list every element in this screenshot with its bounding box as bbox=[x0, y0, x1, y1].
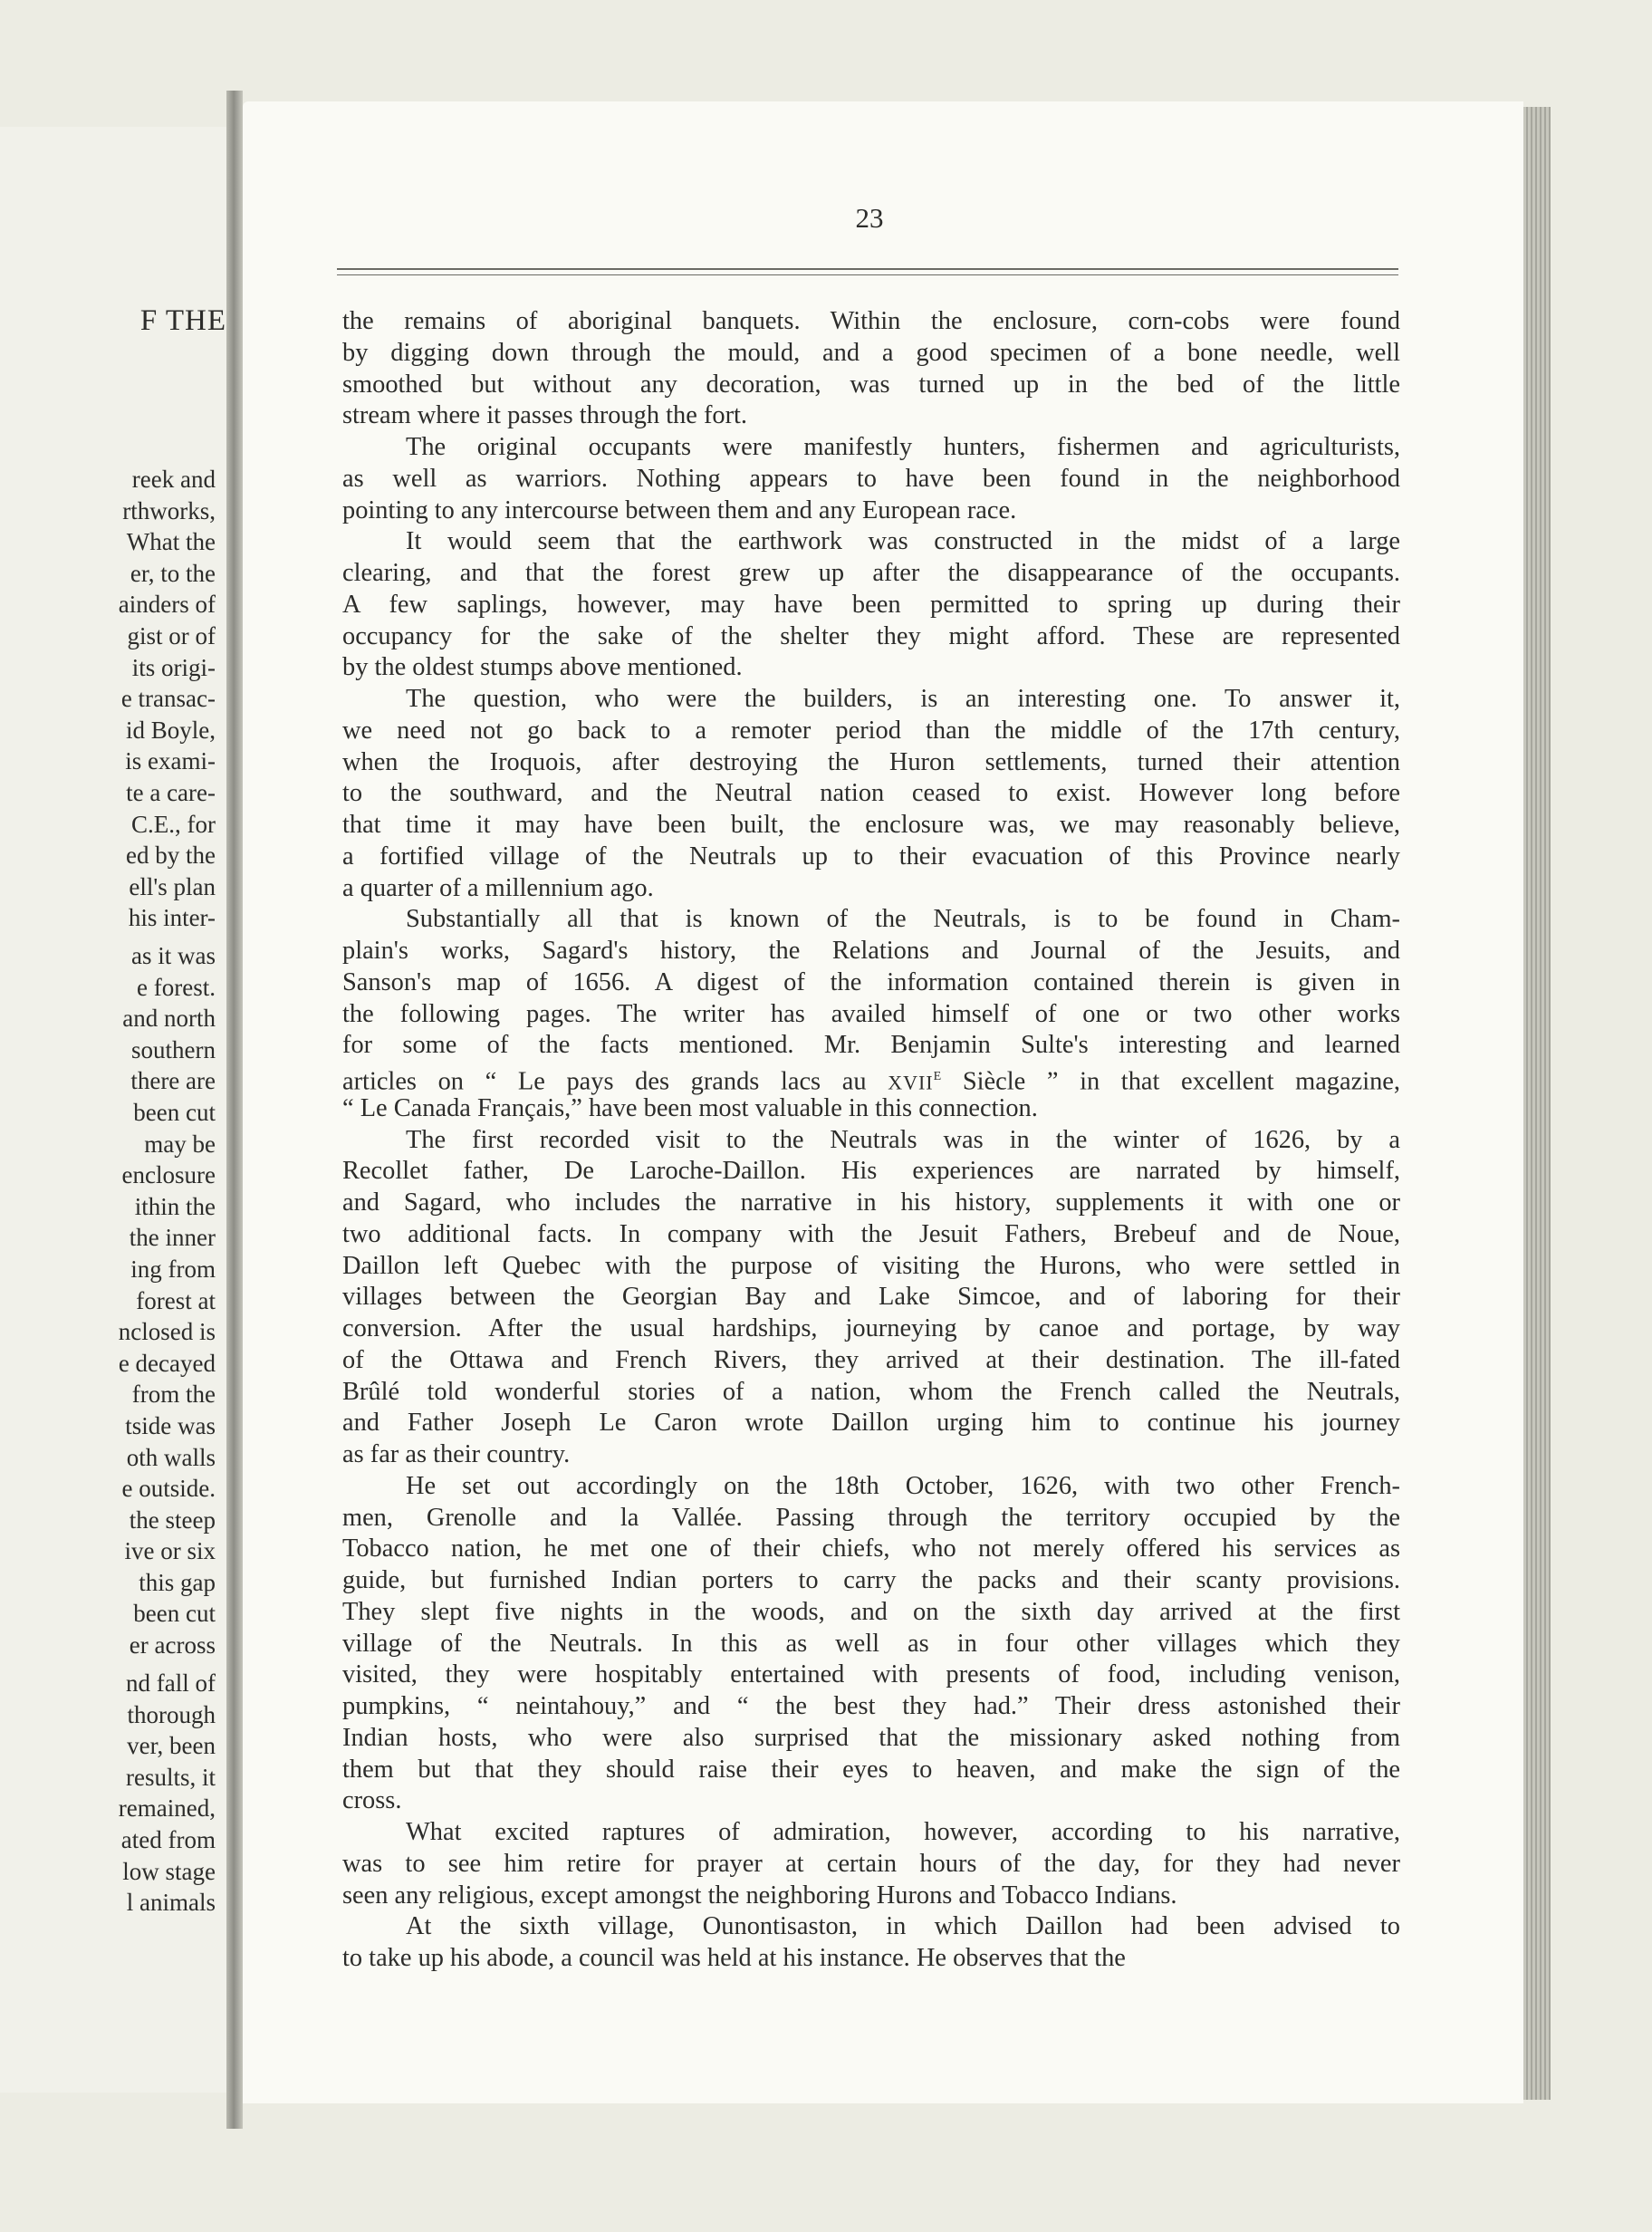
previous-page-line: his inter- bbox=[128, 904, 216, 932]
text-line: by digging down through the mould, and a good specimen of a bone needle, well bbox=[342, 338, 1400, 367]
previous-page-line: ed by the bbox=[126, 842, 216, 870]
text-line: visited, they were hospitably entertained with presents of food, including venison, bbox=[342, 1660, 1400, 1689]
previous-page-line: ing from bbox=[130, 1255, 216, 1283]
text-line: Substantially all that is known of the Neutrals, is to be found in Cham- bbox=[406, 905, 1400, 934]
text-line: Recollet father, De Laroche-Daillon. His experiences are narrated by himself, bbox=[342, 1157, 1400, 1186]
text-line: as well as warriors. Nothing appears to have been found in the neighborhood bbox=[342, 464, 1400, 493]
text-line: Tobacco nation, he met one of their chiefs, who not merely offered his services as bbox=[342, 1534, 1400, 1563]
previous-page-text-block-1 bbox=[0, 464, 216, 934]
text-line: villages between the Georgian Bay and Lake Simcoe, and of laboring for their bbox=[342, 1283, 1400, 1312]
text-line: men, Grenolle and la Vallée. Passing through the territory occupied by the bbox=[342, 1503, 1400, 1532]
paragraph bbox=[342, 526, 1400, 684]
previous-page-line: e transac- bbox=[120, 685, 216, 713]
text-line: seen any religious, except amongst the neighboring Hurons and Tobacco Indians. bbox=[342, 1881, 1177, 1910]
text-line: Sanson's map of 1656. A digest of the information contained therein is given in bbox=[342, 967, 1400, 996]
previous-page-line: ated from bbox=[120, 1825, 216, 1853]
previous-page-line: nclosed is bbox=[118, 1318, 216, 1346]
text-line: pointing to any intercourse between them and any European race. bbox=[342, 495, 1017, 524]
paragraph bbox=[342, 1125, 1400, 1471]
previous-page-line: thorough bbox=[127, 1700, 216, 1728]
text-line: for some of the facts mentioned. Mr. Benjamin Sulte's interesting and learned bbox=[342, 1031, 1400, 1060]
text-line: conversion. After the usual hardships, journeying by canoe and portage, by way bbox=[342, 1314, 1400, 1342]
previous-page-line: rthworks, bbox=[122, 496, 216, 524]
text-line: as far as their country. bbox=[342, 1440, 571, 1468]
previous-page-line: oth walls bbox=[126, 1443, 216, 1471]
text-line: Daillon left Quebec with the purpose of visiting the Hurons, who were settled in bbox=[342, 1251, 1400, 1280]
text-line: to the southward, and the Neutral nation ceased to exist. However long before bbox=[342, 779, 1400, 808]
previous-page-line: te a care- bbox=[126, 778, 216, 806]
previous-page-line: ver, been bbox=[127, 1732, 216, 1760]
text-line: “ Le Canada Français,” have been most valuable in this connection. bbox=[342, 1093, 1038, 1122]
previous-page-line: er, to the bbox=[130, 559, 216, 587]
text-line: The question, who were the builders, is an interesting one. To answer it, bbox=[406, 685, 1400, 713]
text-line: by the oldest stumps above mentioned. bbox=[342, 653, 743, 682]
previous-page-line: the steep bbox=[129, 1506, 216, 1534]
page-edges bbox=[1523, 107, 1551, 2100]
previous-page-line: is exami- bbox=[125, 747, 216, 775]
previous-page-line: this gap bbox=[139, 1568, 216, 1596]
previous-page-line: forest at bbox=[136, 1286, 216, 1314]
previous-page-line: low stage bbox=[122, 1857, 216, 1885]
text-line: What excited raptures of admiration, however, according to his narrative, bbox=[406, 1818, 1400, 1846]
previous-page-line: What the bbox=[126, 528, 216, 556]
text-line: we need not go back to a remoter period than the middle of the 17th century, bbox=[342, 716, 1400, 745]
previous-page-line: there are bbox=[130, 1067, 216, 1095]
text-line: It would seem that the earthwork was constructed in the midst of a large bbox=[406, 527, 1400, 556]
previous-page-line: er across bbox=[129, 1631, 216, 1660]
previous-page-line: southern bbox=[131, 1035, 216, 1063]
previous-page-line: been cut bbox=[133, 1098, 216, 1126]
paragraph bbox=[342, 1911, 1400, 1975]
paragraph bbox=[342, 1471, 1400, 1817]
book-gutter bbox=[226, 91, 243, 2129]
text-line: stream where it passes through the fort. bbox=[342, 401, 748, 430]
previous-page-line: e decayed bbox=[118, 1349, 216, 1377]
previous-page-text-block-2 bbox=[0, 940, 216, 1661]
text-line: smoothed but without any decoration, was turned up in the bed of the little bbox=[342, 370, 1400, 399]
text-line: village of the Neutrals. In this as well as in four other villages which they bbox=[342, 1629, 1400, 1658]
previous-page-line: id Boyle, bbox=[126, 716, 216, 744]
previous-page-line: ive or six bbox=[124, 1537, 216, 1565]
previous-page-line: enclosure bbox=[121, 1161, 216, 1189]
text-line: two additional facts. In company with the Jesuit Fathers, Brebeuf and de Noue, bbox=[342, 1219, 1400, 1248]
body-text bbox=[342, 306, 1400, 1975]
previous-page-line: nd fall of bbox=[126, 1669, 216, 1697]
text-line: occupancy for the sake of the shelter they might afford. These are represented bbox=[342, 621, 1400, 650]
previous-page-text-block-3 bbox=[0, 1668, 216, 1919]
text-line: They slept five nights in the woods, and on the sixth day arrived at the first bbox=[342, 1597, 1400, 1626]
previous-page-line: remained, bbox=[118, 1794, 216, 1823]
text-line: At the sixth village, Ounontisaston, in which Daillon had been advised to bbox=[406, 1912, 1400, 1941]
text-line: Indian hosts, who were also surprised that the missionary asked nothing from bbox=[342, 1723, 1400, 1752]
text-line: He set out accordingly on the 18th October, 1626, with two other French- bbox=[406, 1471, 1400, 1500]
text-line: that time it may have been built, the enclosure was, we may reasonably believe, bbox=[342, 811, 1400, 839]
previous-page-line: ithin the bbox=[134, 1192, 216, 1220]
previous-page-line: tside was bbox=[125, 1411, 216, 1439]
previous-page-line: as it was bbox=[131, 942, 216, 969]
previous-page-fragment bbox=[0, 127, 226, 2092]
previous-page-line: from the bbox=[131, 1381, 216, 1409]
paragraph bbox=[342, 306, 1400, 432]
paragraph bbox=[342, 904, 1400, 1124]
text-line: to take up his abode, a council was held at his instance. He observes that the bbox=[342, 1944, 1126, 1972]
previous-page-line: the inner bbox=[129, 1224, 216, 1252]
text-line: A few saplings, however, may have been permitted to spring up during their bbox=[342, 590, 1400, 619]
text-line: Brûlé told wonderful stories of a nation, whom the French called the Neutrals, bbox=[342, 1377, 1400, 1406]
text-line: a fortified village of the Neutrals up to their evacuation of this Province nearly bbox=[342, 842, 1400, 871]
previous-page-line: C.E., for bbox=[131, 810, 216, 838]
previous-page-line: may be bbox=[144, 1130, 216, 1158]
text-line: pumpkins, “ neintahouy,” and “ the best they had.” Their dress astonished their bbox=[342, 1692, 1400, 1720]
text-line: a quarter of a millennium ago. bbox=[342, 873, 654, 902]
text-line: articles on “ Le pays des grands lacs au $XVII^E$ Siècle ” in that excellent magazine, bbox=[342, 1067, 1400, 1096]
text-line: the remains of aboriginal banquets. Within the enclosure, corn-cobs were found bbox=[342, 307, 1400, 335]
text-line: when the Iroquois, after destroying the Huron settlements, turned their attention bbox=[342, 747, 1400, 776]
previous-page-line: gist or of bbox=[127, 621, 216, 649]
previous-page-heading: F THE bbox=[139, 304, 226, 337]
previous-page-line: ainders of bbox=[118, 591, 216, 619]
previous-page-line: e forest. bbox=[137, 973, 216, 1001]
paragraph bbox=[342, 1817, 1400, 1911]
text-line: them but that they should raise their eyes to heaven, and make the sign of the bbox=[342, 1755, 1400, 1784]
page-number: 23 bbox=[855, 202, 884, 234]
text-line: guide, but furnished Indian porters to carry the packs and their scanty provisions. bbox=[342, 1566, 1400, 1594]
header-rule-thin bbox=[337, 274, 1398, 275]
previous-page-line: results, it bbox=[126, 1763, 216, 1791]
text-line: of the Ottawa and French Rivers, they arrived at their destination. The ill-fated bbox=[342, 1345, 1400, 1374]
previous-page-line: and north bbox=[122, 1005, 216, 1033]
previous-page-line: l animals bbox=[126, 1889, 216, 1917]
text-line: The first recorded visit to the Neutrals was in the winter of 1626, by a bbox=[406, 1125, 1400, 1154]
previous-page-line: e outside. bbox=[121, 1475, 216, 1503]
paragraph bbox=[342, 684, 1400, 904]
header-rule bbox=[337, 268, 1398, 270]
small-caps-century: XVII bbox=[888, 1071, 934, 1094]
previous-page-line: reek and bbox=[131, 466, 216, 493]
text-line: clearing, and that the forest grew up after the disappearance of the occupants. bbox=[342, 559, 1400, 587]
text-line: was to see him retire for prayer at certain hours of the day, for they had never bbox=[342, 1849, 1400, 1878]
text-line: and Father Joseph Le Caron wrote Daillon urging him to continue his journey bbox=[342, 1409, 1400, 1438]
previous-page-line: its origi- bbox=[131, 653, 216, 681]
text-line: The original occupants were manifestly hunters, fishermen and agriculturists, bbox=[406, 433, 1400, 461]
previous-page-line: ell's plan bbox=[129, 872, 216, 900]
paragraph bbox=[342, 432, 1400, 526]
previous-page-line: been cut bbox=[133, 1600, 216, 1628]
text-line: and Sagard, who includes the narrative in his history, supplements it with one or bbox=[342, 1188, 1400, 1217]
text-line: the following pages. The writer has availed himself of one or two other works bbox=[342, 999, 1400, 1028]
text-line: cross. bbox=[342, 1786, 402, 1815]
text-line: plain's works, Sagard's history, the Relations and Journal of the Jesuits, and bbox=[342, 937, 1400, 965]
